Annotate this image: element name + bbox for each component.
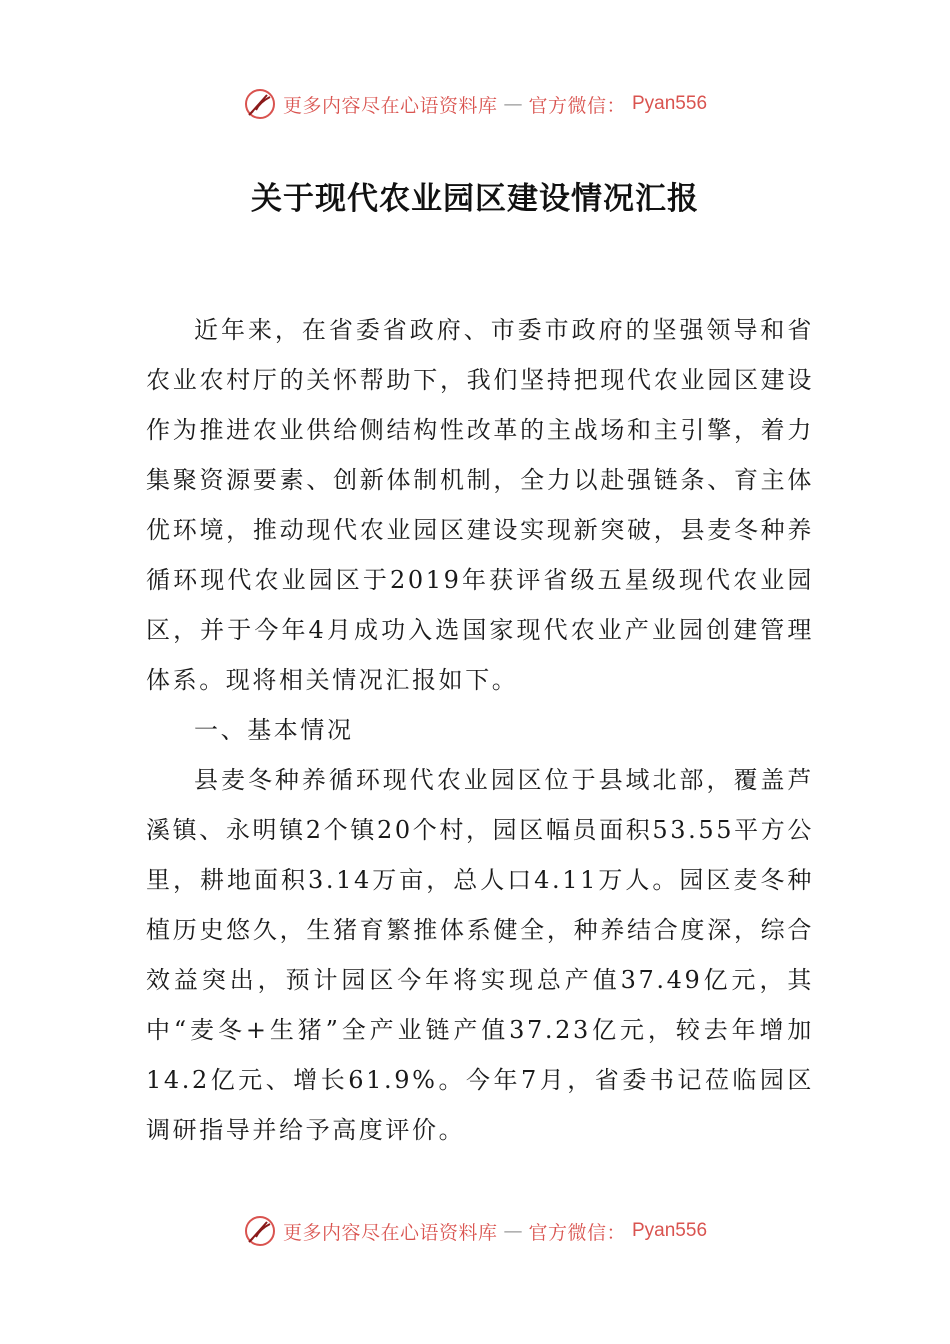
watermark-separator: — (503, 93, 523, 115)
section-heading: 一、基本情况 (194, 716, 354, 744)
quill-logo-icon (243, 87, 277, 121)
watermark-text: 更多内容尽在心语资料库 (282, 1221, 498, 1244)
document-body (146, 305, 814, 1155)
watermark-separator: — (503, 1220, 523, 1242)
watermark-wechat-id: Pyan556 (632, 93, 708, 114)
paragraph-basic-info: 县麦冬种养循环现代农业园区位于县域北部，覆盖芦溪镇、永明镇2个镇20个村，园区幅员面积53.55平方公里，耕地面积3.14万亩，总人口4.11万人。园区麦冬种植历史悠久，生猪育繁推体系健全，种养结合度深，综合效益突出，预计园区今年将实现总产值37.49亿元，其中“麦冬+生猪”全产业链产值37.23亿元，较去年增加14.2亿元、增长61.9%。今年7月，省委书记莅临园区调研指导并给予高度评价。 (146, 766, 814, 1144)
watermark-header (0, 84, 950, 124)
document-title: 关于现代农业园区建设情况汇报 (251, 181, 699, 217)
paragraph-intro: 近年来，在省委省政府、市委市政府的坚强领导和省农业农村厅的关怀帮助下，我们坚持把现代农业园区建设作为推进农业供给侧结构性改革的主战场和主引擎，着力集聚资源要素、创新体制机制，全力以赴强链条、育主体优环境，推动现代农业园区建设实现新突破，县麦冬种养循环现代农业园区于2019年获评省级五星级现代农业园区，并于今年4月成功入选国家现代农业产业园创建管理体系。现将相关情况汇报如下。 (146, 316, 814, 694)
watermark-official: 官方微信： (528, 94, 626, 117)
watermark-footer (0, 1211, 950, 1251)
quill-logo-icon (243, 1214, 277, 1248)
watermark-official: 官方微信： (528, 1221, 626, 1244)
watermark-text: 更多内容尽在心语资料库 (282, 94, 498, 117)
watermark-wechat-id: Pyan556 (632, 1220, 708, 1241)
